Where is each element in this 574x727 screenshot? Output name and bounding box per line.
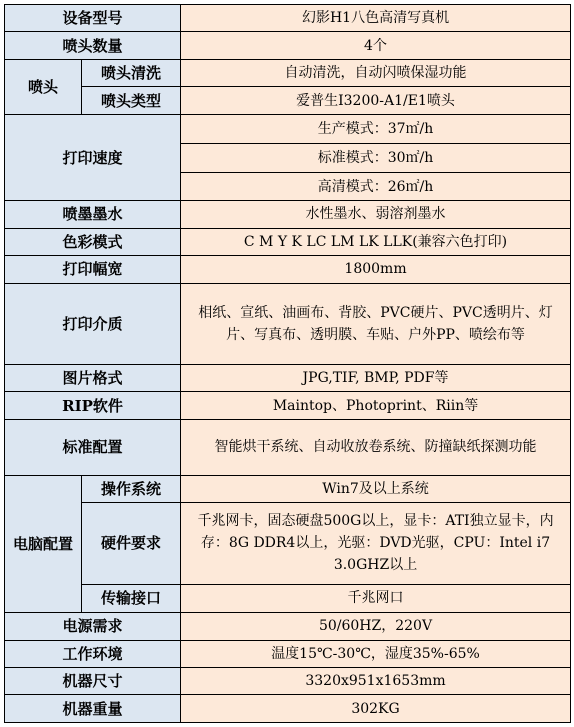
row-media xyxy=(5,283,571,364)
nozzle-type-label: 喷头类型 xyxy=(82,87,181,114)
rip-value: Maintop、Photoprint、Riin等 xyxy=(181,392,571,419)
power-value: 50/60HZ，220V xyxy=(181,613,571,640)
heads-label: 喷头数量 xyxy=(5,32,181,59)
os-label: 操作系统 xyxy=(82,475,181,502)
environment-label: 工作环境 xyxy=(5,640,181,667)
row-width xyxy=(5,256,571,283)
pc-label: 电脑配置 xyxy=(5,475,82,612)
row-pc-os xyxy=(5,475,571,502)
nozzle-type-value: 爱普生I3200-A1/E1喷头 xyxy=(181,87,571,114)
size-label: 机器尺寸 xyxy=(5,667,181,694)
speed-production: 生产模式：37㎡/h xyxy=(181,114,571,143)
spec-table xyxy=(4,4,571,723)
nozzle-cleaning-value: 自动清洗，自动闪喷保湿功能 xyxy=(181,59,571,86)
row-speed-production xyxy=(5,114,571,143)
row-heads xyxy=(5,32,571,59)
ink-value: 水性墨水、弱溶剂墨水 xyxy=(181,201,571,228)
row-nozzle-type xyxy=(5,87,571,114)
hardware-label: 硬件要求 xyxy=(82,503,181,584)
standard-value: 智能烘干系统、自动收放卷系统、防撞缺纸探测功能 xyxy=(181,419,571,475)
size-value: 3320x951x1653mm xyxy=(181,667,571,694)
media-label: 打印介质 xyxy=(5,283,181,364)
heads-value: 4个 xyxy=(181,32,571,59)
width-label: 打印幅宽 xyxy=(5,256,181,283)
interface-label: 传输接口 xyxy=(82,584,181,612)
environment-value: 温度15℃-30℃，湿度35%-65% xyxy=(181,640,571,667)
color-label: 色彩模式 xyxy=(5,228,181,255)
color-value: C M Y K LC LM LK LLK(兼容六色打印) xyxy=(181,228,571,255)
hardware-value: 千兆网卡，固态硬盘500G以上，显卡：ATI独立显卡，内存：8G DDR4以上，光驱：DVD光驱，CPU：Intel i7 3.0GHZ以上 xyxy=(181,503,571,584)
weight-label: 机器重量 xyxy=(5,695,181,723)
row-color xyxy=(5,228,571,255)
ink-label: 喷墨墨水 xyxy=(5,201,181,228)
row-environment xyxy=(5,640,571,667)
standard-label: 标准配置 xyxy=(5,419,181,475)
weight-value: 302KG xyxy=(181,695,571,723)
speed-label: 打印速度 xyxy=(5,114,181,200)
power-label: 电源需求 xyxy=(5,613,181,640)
os-value: Win7及以上系统 xyxy=(181,475,571,502)
model-label: 设备型号 xyxy=(5,5,181,32)
row-ink xyxy=(5,201,571,228)
row-pc-hardware xyxy=(5,503,571,584)
media-value: 相纸、宣纸、油画布、背胶、PVC硬片、PVC透明片、灯片、写真布、透明膜、车贴、户外PP、喷绘布等 xyxy=(181,283,571,364)
image-format-label: 图片格式 xyxy=(5,364,181,391)
row-image-format xyxy=(5,364,571,391)
row-size xyxy=(5,667,571,694)
nozzle-cleaning-label: 喷头清洗 xyxy=(82,59,181,86)
row-nozzle-cleaning xyxy=(5,59,571,86)
model-value: 幻影H1八色高清写真机 xyxy=(181,5,571,32)
row-model xyxy=(5,5,571,32)
row-rip xyxy=(5,392,571,419)
width-value: 1800mm xyxy=(181,256,571,283)
speed-hd: 高清模式：26㎡/h xyxy=(181,172,571,200)
speed-standard: 标准模式：30㎡/h xyxy=(181,144,571,172)
row-standard xyxy=(5,419,571,475)
rip-label: RIP软件 xyxy=(5,392,181,419)
row-power xyxy=(5,613,571,640)
row-pc-interface xyxy=(5,584,571,612)
nozzle-label: 喷头 xyxy=(5,59,82,114)
interface-value: 千兆网口 xyxy=(181,584,571,612)
row-weight xyxy=(5,695,571,723)
image-format-value: JPG,TIF, BMP, PDF等 xyxy=(181,364,571,391)
